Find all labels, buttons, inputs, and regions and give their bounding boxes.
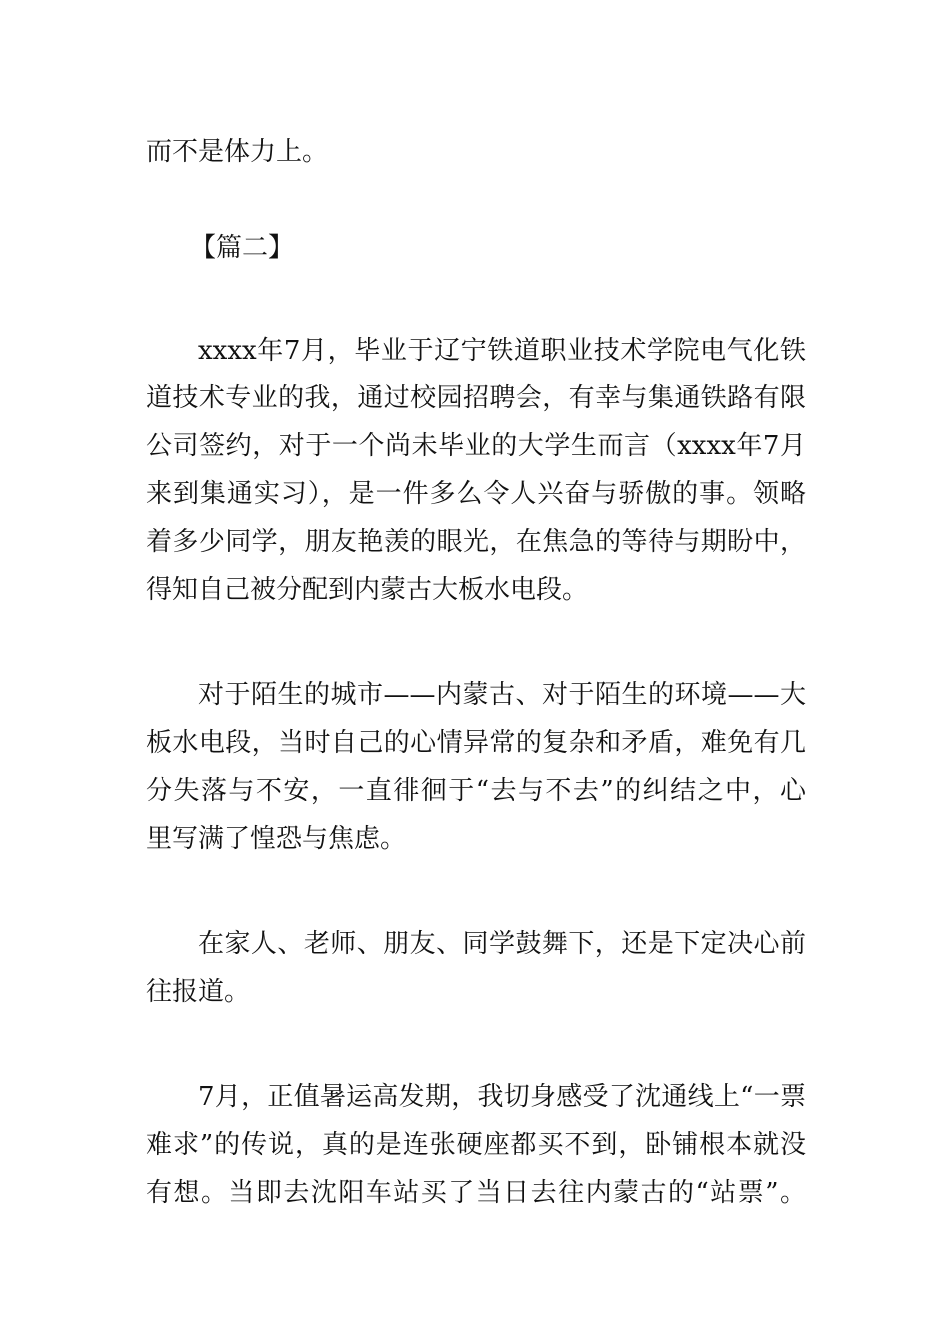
paragraph-1-line-2: 道技术专业的我，通过校园招聘会，有幸与集通铁路有限 — [146, 383, 806, 413]
paragraph-4-line-2: 难求”的传说，真的是连张硬座都买不到，卧铺根本就没 — [146, 1130, 806, 1160]
paragraph-1-line-4: 来到集通实习），是一件多么令人兴奋与骄傲的事。领略 — [146, 479, 806, 509]
paragraph-4-line-1: 7月，正值暑运高发期，我切身感受了沈通线上“一票 — [198, 1082, 806, 1112]
section-heading: 【篇二】 — [190, 233, 295, 263]
paragraph-1-line-3: 公司签约，对于一个尚未毕业的大学生而言（xxxx年7月 — [146, 431, 806, 461]
paragraph-2-line-2: 板水电段，当时自己的心情异常的复杂和矛盾，难免有几 — [146, 728, 806, 758]
paragraph-4-line-3: 有想。当即去沈阳车站买了当日去往内蒙古的“站票”。 — [146, 1178, 806, 1208]
paragraph-2-line-3: 分失落与不安，一直徘徊于“去与不去”的纠结之中，心 — [146, 776, 806, 806]
paragraph-1-line-5: 着多少同学，朋友艳羡的眼光，在焦急的等待与期盼中， — [146, 527, 806, 557]
paragraph-3-line-2: 往报道。 — [146, 977, 251, 1007]
paragraph-1-line-6: 得知自己被分配到内蒙古大板水电段。 — [146, 575, 589, 605]
fragment-line: 而不是体力上。 — [146, 137, 329, 167]
paragraph-3-line-1: 在家人、老师、朋友、同学鼓舞下，还是下定决心前 — [198, 929, 806, 959]
paragraph-2-line-1: 对于陌生的城市——内蒙古、对于陌生的环境——大 — [198, 680, 806, 710]
paragraph-1-line-1: xxxx年7月，毕业于辽宁铁道职业技术学院电气化铁 — [198, 336, 806, 366]
paragraph-2-line-4: 里写满了惶恐与焦虑。 — [146, 824, 407, 854]
